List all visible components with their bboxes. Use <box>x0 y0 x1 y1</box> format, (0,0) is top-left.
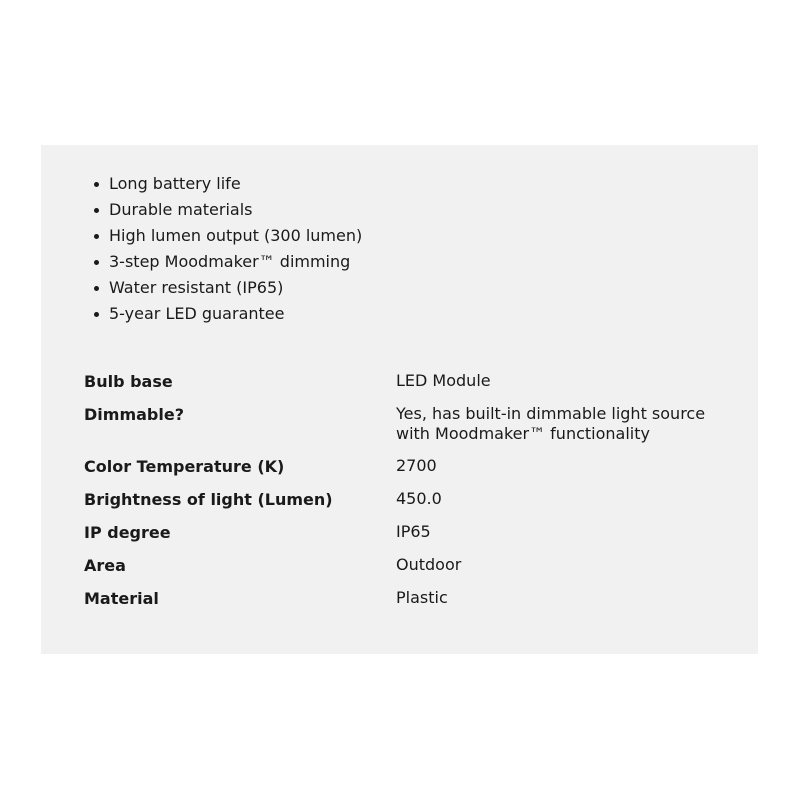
spec-row-dimmable <box>84 404 744 444</box>
spec-label: Dimmable? <box>84 405 184 424</box>
spec-label: Material <box>84 589 159 608</box>
feature-text: High lumen output (300 lumen) <box>109 226 363 245</box>
feature-text: Durable materials <box>109 200 253 219</box>
feature-item <box>109 275 362 301</box>
spec-row-ip-degree <box>84 522 744 543</box>
feature-item <box>109 197 362 223</box>
spec-label: Area <box>84 556 126 575</box>
feature-text: Long battery life <box>109 174 241 193</box>
feature-item <box>109 249 362 275</box>
product-info-panel <box>41 145 758 654</box>
spec-table <box>84 371 744 621</box>
spec-label: Color Temperature (K) <box>84 457 285 476</box>
feature-text: 3-step Moodmaker™ dimming <box>109 252 351 271</box>
spec-value: 450.0 <box>396 489 442 508</box>
spec-row-material <box>84 588 744 609</box>
bullet-icon <box>94 234 99 239</box>
spec-row-color-temperature <box>84 456 744 477</box>
spec-row-bulb-base <box>84 371 744 392</box>
bullet-icon <box>94 208 99 213</box>
spec-value: LED Module <box>396 371 491 390</box>
spec-label: Brightness of light (Lumen) <box>84 490 333 509</box>
bullet-icon <box>94 286 99 291</box>
feature-list <box>109 171 362 327</box>
spec-row-brightness <box>84 489 744 510</box>
spec-value: IP65 <box>396 522 431 541</box>
feature-item <box>109 301 362 327</box>
feature-text: Water resistant (IP65) <box>109 278 284 297</box>
spec-label: IP degree <box>84 523 171 542</box>
feature-item <box>109 171 362 197</box>
bullet-icon <box>94 312 99 317</box>
spec-value: Plastic <box>396 588 448 607</box>
feature-text: 5-year LED guarantee <box>109 304 285 323</box>
feature-item <box>109 223 362 249</box>
spec-label: Bulb base <box>84 372 173 391</box>
spec-row-area <box>84 555 744 576</box>
bullet-icon <box>94 260 99 265</box>
bullet-icon <box>94 182 99 187</box>
spec-value: Yes, has built-in dimmable light source with Moodmaker™ functionality <box>396 404 706 443</box>
spec-value: Outdoor <box>396 555 462 574</box>
spec-value: 2700 <box>396 456 437 475</box>
